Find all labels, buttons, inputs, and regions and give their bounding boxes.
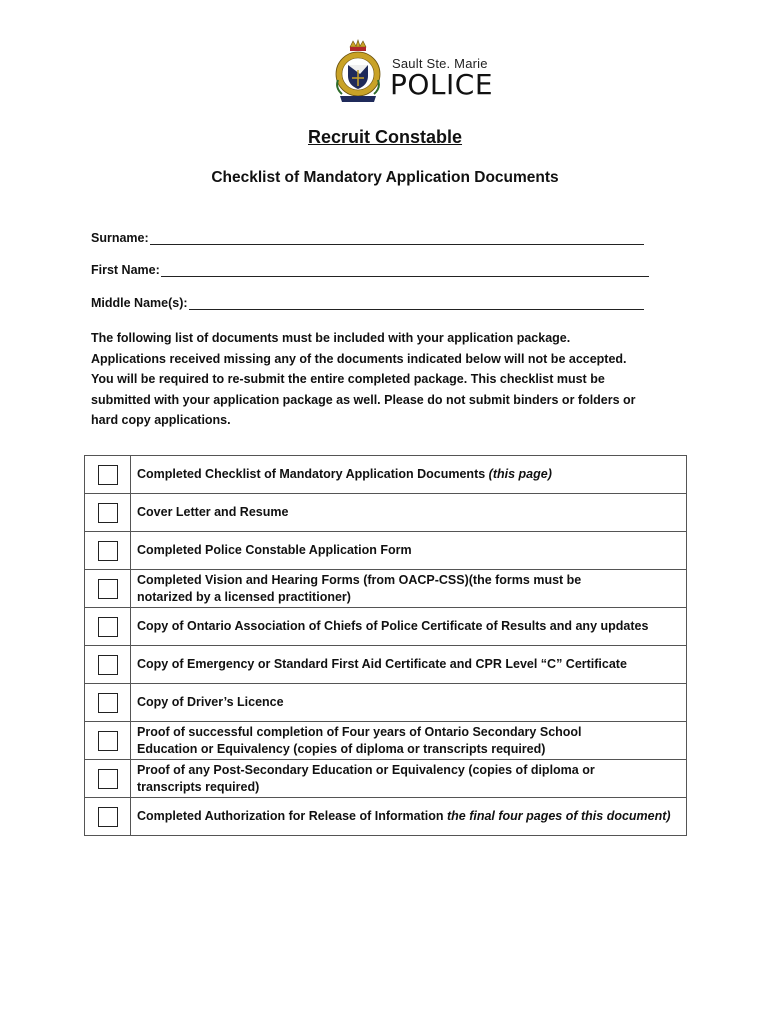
checklist-item: Completed Checklist of Mandatory Application Documents (this page)	[131, 456, 687, 494]
checkbox[interactable]	[98, 465, 118, 485]
checklist-row	[85, 532, 687, 570]
checklist-item: Copy of Driver’s Licence	[131, 684, 687, 722]
checklist-row	[85, 760, 687, 798]
checklist-item: Copy of Emergency or Standard First Aid Certificate and CPR Level “C” Certificate	[131, 646, 687, 684]
surname-field[interactable]	[91, 230, 644, 245]
checkbox[interactable]	[98, 655, 118, 675]
first-name-field[interactable]	[91, 262, 649, 277]
checkbox[interactable]	[98, 617, 118, 637]
middle-name-field[interactable]	[91, 295, 644, 310]
instructions-line: Applications received missing any of the documents indicated below will not be accepted.	[91, 351, 627, 366]
checklist-row	[85, 684, 687, 722]
checkbox[interactable]	[98, 769, 118, 789]
middle-name-label: Middle Name(s):	[91, 296, 188, 310]
police-logo	[330, 38, 494, 104]
checklist-row	[85, 608, 687, 646]
instructions-line: hard copy applications.	[91, 413, 231, 427]
instructions-line: submitted with your application package as well. Please do not submit binders or folders or	[91, 392, 636, 407]
checklist-item: Completed Police Constable Application Form	[131, 532, 687, 570]
brand-city: Sault Ste. Marie	[392, 56, 488, 71]
page-subtitle: Checklist of Mandatory Application Documents	[211, 169, 559, 186]
police-crest-icon	[330, 38, 386, 104]
surname-input-line[interactable]	[150, 230, 644, 245]
checkbox[interactable]	[98, 579, 118, 599]
checklist-row	[85, 494, 687, 532]
checklist-row	[85, 798, 687, 836]
checkbox[interactable]	[98, 731, 118, 751]
first-name-label: First Name:	[91, 263, 160, 277]
checklist-item: Completed Vision and Hearing Forms (from OACP-CSS)(the forms must be notarized by a licensed practitioner)	[131, 570, 687, 608]
checklist-item: Proof of successful completion of Four years of Ontario Secondary School Education or Equivalency (copies of diploma or transcripts required)	[131, 722, 687, 760]
checklist-row	[85, 722, 687, 760]
instructions-line: The following list of documents must be included with your application package.	[91, 331, 571, 345]
checklist-item: Copy of Ontario Association of Chiefs of Police Certificate of Results and any updates	[131, 608, 687, 646]
checkbox[interactable]	[98, 693, 118, 713]
first-name-input-line[interactable]	[161, 262, 649, 277]
instructions-paragraph	[91, 328, 671, 431]
document-checklist	[84, 455, 687, 836]
checklist-row	[85, 570, 687, 608]
checklist-item: Proof of any Post-Secondary Education or Equivalency (copies of diploma or transcripts required)	[131, 760, 687, 798]
instructions-line: You will be required to re-submit the entire completed package. This checklist must be	[91, 372, 605, 386]
brand-police: POLICE	[390, 68, 494, 101]
checklist-row	[85, 456, 687, 494]
checkbox[interactable]	[98, 807, 118, 827]
checkbox[interactable]	[98, 541, 118, 561]
middle-name-input-line[interactable]	[189, 295, 644, 310]
surname-label: Surname:	[91, 231, 149, 245]
checklist-item: Completed Authorization for Release of Information the final four pages of this document)	[131, 798, 687, 836]
page-title: Recruit Constable	[307, 127, 463, 147]
checkbox[interactable]	[98, 503, 118, 523]
checklist-row	[85, 646, 687, 684]
checklist-item: Cover Letter and Resume	[131, 494, 687, 532]
